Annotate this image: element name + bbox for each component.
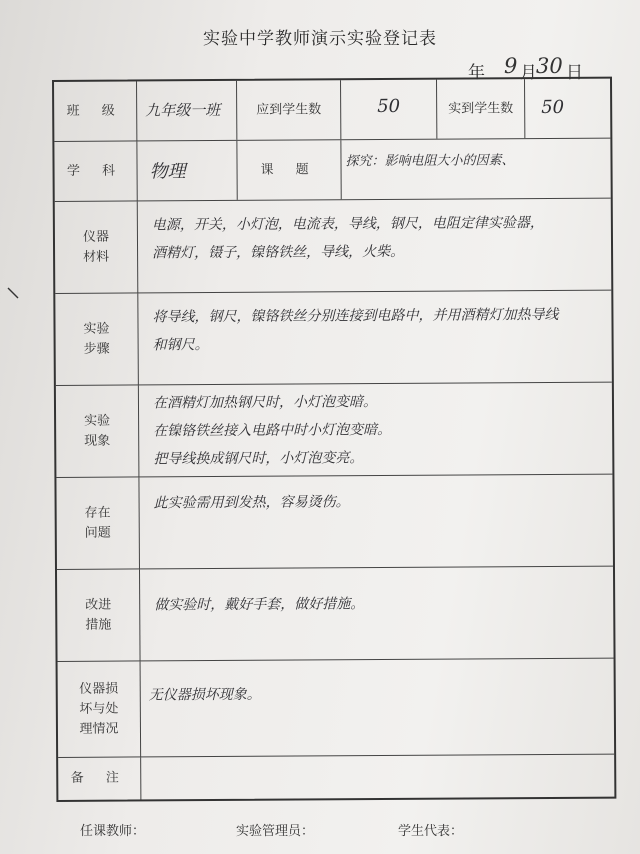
damage-row [58,659,615,758]
form-title: 实验中学教师演示实验登记表 [203,29,437,49]
phenomena-line: 把导线换成钢尺时，小灯泡变亮。 [153,450,364,468]
materials-line: 电源，开关，小灯泡，电流表，导线，钢尺，电阻定律实验器， [151,214,544,234]
problems-line: 此实验需用到发热，容易烫伤。 [153,494,350,512]
subject-value-cell [136,141,236,201]
improvements-row [57,567,614,662]
phenomena-content [138,383,617,477]
steps-line: 和钢尺。 [152,337,209,354]
date-day-value: 30 [536,54,563,78]
materials-content [137,199,616,293]
topic-value: 探究：影响电阻大小的因素、 [345,153,515,170]
actual-students-cell [524,79,614,139]
materials-row [55,199,612,294]
subject-row [54,139,610,202]
expected-students-value: 50 [377,95,401,118]
remarks-row [58,755,614,800]
steps-label: 实验 步骤 [83,321,110,357]
remarks-value [140,755,618,800]
steps-content [137,291,616,385]
phenomena-line: 在镍铬铁丝接入电路中时小灯泡变暗。 [153,421,392,440]
manager-signature-label: 实验管理员： [236,824,315,839]
problems-content [138,475,617,569]
improvements-line: 做实验时，戴好手套，做好措施。 [154,596,365,614]
improvements-content [139,567,618,661]
improvements-label: 改进 措施 [85,597,112,633]
problems-row [56,475,613,570]
damage-line: 无仪器损坏现象。 [148,686,261,704]
materials-label: 仪器 材料 [82,229,110,265]
phenomena-line: 在酒精灯加热钢尺时，小灯泡变暗。 [152,394,378,412]
topic-value-cell [340,139,614,200]
expected-students-cell [340,80,436,140]
steps-row [55,291,612,386]
registration-table [52,77,616,802]
subject-value: 物理 [149,161,186,183]
pen-mark [6,286,20,300]
class-value-cell [136,81,236,141]
actual-students-value: 50 [541,96,565,119]
student-signature-label: 学生代表： [398,824,464,839]
topic-label: 课 题 [236,140,340,200]
subject-label: 学 科 [66,163,125,179]
date-month-value: 9 [504,54,518,78]
date-day-label: 日 [566,63,583,83]
class-row [54,79,610,142]
actual-students-label: 实到学生数 [436,79,524,139]
steps-line: 将导线，钢尺，镍铬铁丝分别连接到电路中，并用酒精灯加热导线 [152,306,559,326]
remarks-label: 备 注 [70,770,128,786]
expected-students-label: 应到学生数 [236,80,340,140]
damage-content [140,659,619,757]
class-value: 九年级一班 [145,100,221,120]
problems-label: 存在 问题 [84,505,111,541]
class-label: 班 级 [66,103,124,119]
date-month-label: 月 [520,63,537,83]
materials-line: 酒精灯，镊子，镍铬铁丝，导线，火柴。 [152,243,405,262]
damage-label: 仪器损 坏与处 理情况 [79,681,119,737]
teacher-signature-label: 任课教师： [80,824,146,839]
phenomena-row [56,383,613,478]
date-year-label: 年 [468,63,485,83]
phenomena-label: 实验 现象 [84,413,111,449]
